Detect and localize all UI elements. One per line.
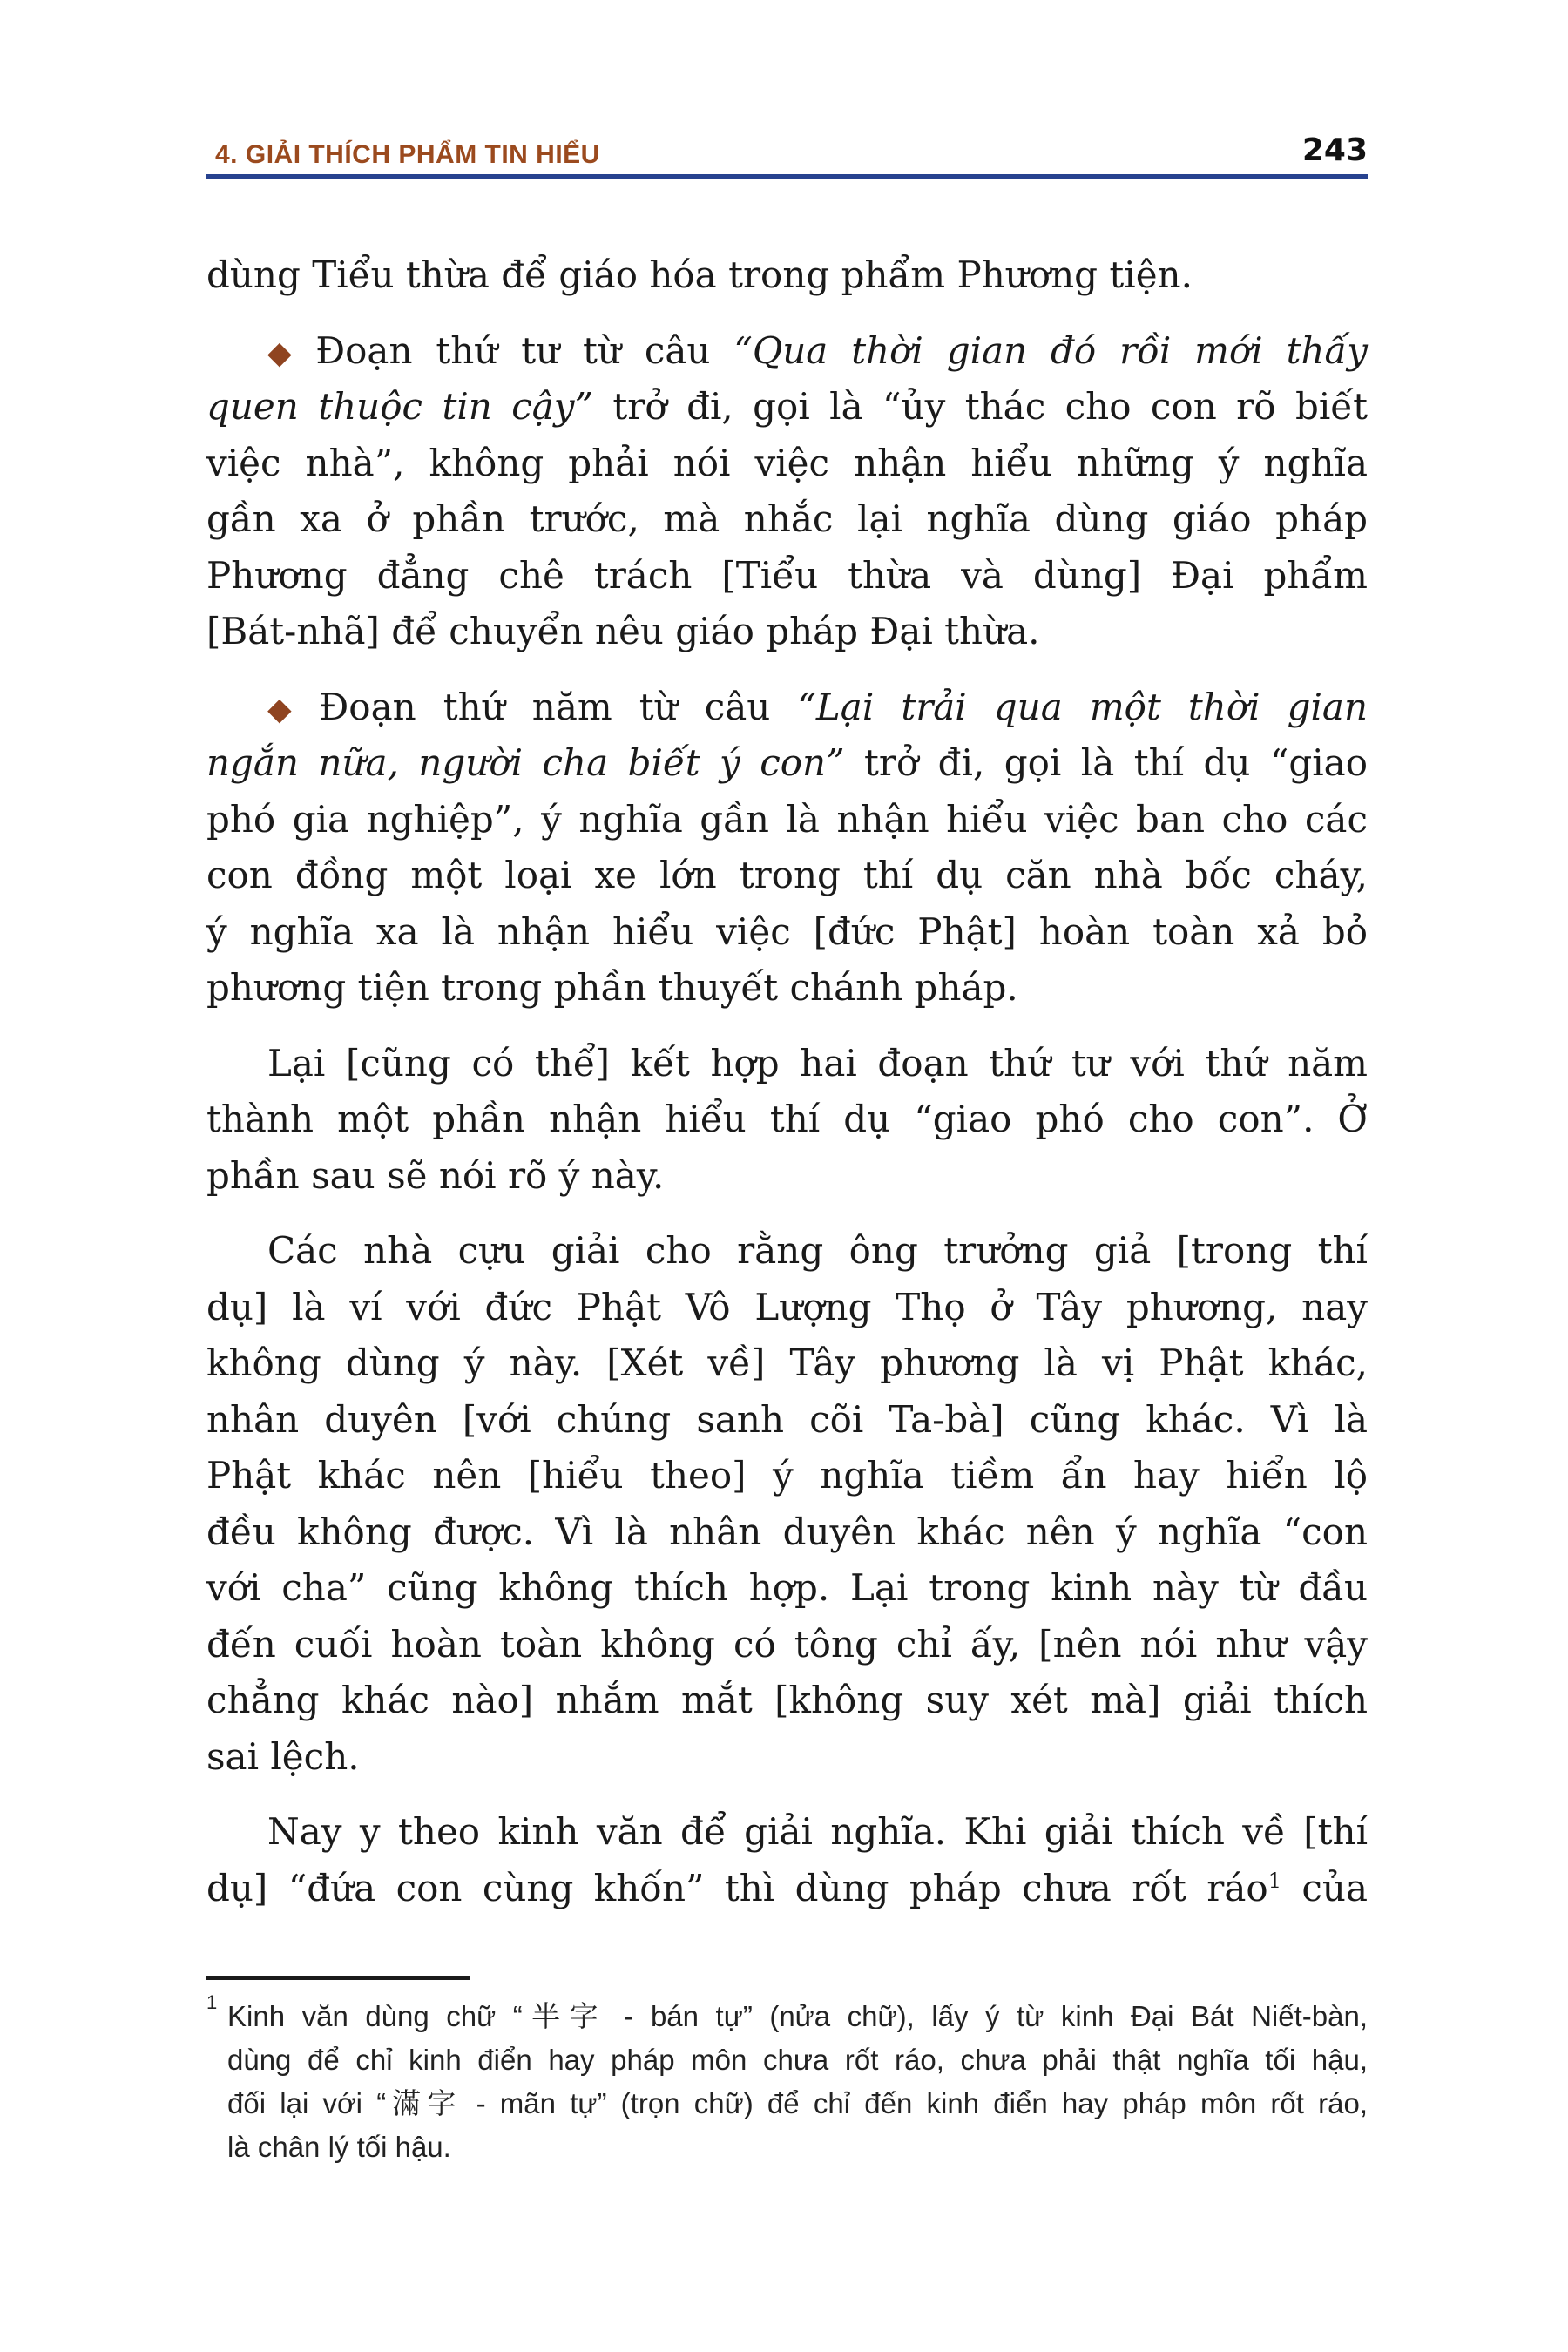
text-segment: Đoạn thứ tư từ câu <box>315 328 734 372</box>
text-line <box>206 604 1368 660</box>
paragraph <box>206 1804 1368 1916</box>
text-segment: [Bát-nhã] để chuyển nêu giáo pháp Đại thừa. <box>206 610 1040 652</box>
text-segment: phó gia nghiệp”, ý nghĩa gần là nhận hiểu việc ban cho các <box>206 797 1368 841</box>
body-text <box>206 247 1368 1936</box>
diamond-bullet-icon: ◆ <box>267 335 304 371</box>
footnote-line: Kinh văn dùng chữ “半字 - bán tự” (nửa chữ), lấy ý từ kinh Đại Bát Niết-bàn, <box>227 2000 1368 2032</box>
text-line <box>206 1804 1368 1861</box>
text-segment: Các nhà cựu giải cho rằng ông trưởng giả [trong thí <box>267 1229 1368 1272</box>
text-line <box>206 247 1368 304</box>
text-line <box>206 960 1368 1017</box>
text-line <box>206 904 1368 961</box>
text-line <box>206 548 1368 605</box>
text-line <box>206 1036 1368 1092</box>
text-segment: với cha” cũng không thích hợp. Lại trong kinh này từ đầu <box>206 1566 1368 1609</box>
text-segment: dụ] là ví với đức Phật Vô Lượng Thọ ở Tây phương, nay <box>206 1285 1368 1328</box>
text-line <box>206 1729 1368 1786</box>
footnote-ref: 1 <box>1267 1868 1281 1893</box>
text-segment: con đồng một loại xe lớn trong thí dụ căn nhà bốc cháy, <box>206 854 1368 896</box>
text-segment: dùng Tiểu thừa để giáo hóa trong phẩm Phương tiện. <box>206 253 1193 296</box>
text-segment: dụ] “đứa con cùng khốn” thì dùng pháp chưa rốt ráo <box>206 1866 1268 1909</box>
footnote-line: đối lại với “滿字 - mãn tự” (trọn chữ) để chỉ đến kinh điển hay pháp môn rốt ráo, <box>227 2087 1368 2119</box>
footnote-line: là chân lý tối hậu. <box>227 2131 451 2163</box>
text-line <box>206 792 1368 848</box>
text-segment: Lại [cũng có thể] kết hợp hai đoạn thứ tư với thứ năm <box>267 1041 1368 1085</box>
running-title: 4. GIẢI THÍCH PHẨM TIN HIỂU <box>215 140 600 169</box>
text-segment: không dùng ý này. [Xét về] Tây phương là vị Phật khác, <box>206 1342 1368 1384</box>
paragraph <box>206 323 1368 660</box>
text-line <box>206 379 1368 436</box>
footnote-number: 1 <box>206 1991 218 2013</box>
footnote-separator <box>206 1976 470 1980</box>
text-segment: phần sau sẽ nói rõ ý này. <box>206 1153 665 1197</box>
italic-quote: quen thuộc tin cậy” <box>206 385 593 428</box>
text-segment: chẳng khác nào] nhắm mắt [không suy xét mà] giải thích <box>206 1679 1368 1721</box>
text-segment: gần xa ở phần trước, mà nhắc lại nghĩa dùng giáo pháp <box>206 497 1368 540</box>
italic-quote: “Lại trải qua một thời gian <box>797 685 1369 728</box>
paragraph <box>206 1036 1368 1205</box>
text-line <box>206 735 1368 792</box>
text-segment: trở đi, gọi là “ủy thác cho con rõ biết <box>593 385 1368 428</box>
text-segment: thành một phần nhận hiểu thí dụ “giao phó cho con”. Ở <box>206 1098 1368 1140</box>
italic-quote: ngắn nữa, người cha biết ý con” <box>206 741 845 784</box>
text-segment: nhân duyên [với chúng sanh cõi Ta-bà] cũng khác. Vì là <box>206 1397 1368 1441</box>
text-line <box>206 1861 1368 1917</box>
paragraph <box>206 1223 1368 1785</box>
header-rule <box>206 174 1368 179</box>
text-segment: Đoạn thứ năm từ câu <box>319 685 798 728</box>
italic-quote: “Qua thời gian đó rồi mới thấy <box>733 328 1368 372</box>
text-line <box>206 436 1368 492</box>
diamond-bullet-icon: ◆ <box>267 691 308 727</box>
text-line <box>206 491 1368 548</box>
text-segment: Phương đẳng chê trách [Tiểu thừa và dùng] Đại phẩm <box>206 553 1368 597</box>
paragraph <box>206 679 1368 1017</box>
text-segment: phương tiện trong phần thuyết chánh pháp. <box>206 966 1018 1009</box>
text-line <box>206 1092 1368 1148</box>
text-line <box>206 1448 1368 1504</box>
text-line <box>206 1223 1368 1280</box>
footnote <box>206 1991 1368 2169</box>
text-line <box>206 1504 1368 1561</box>
text-line <box>206 323 1368 380</box>
paragraph <box>206 247 1368 304</box>
text-line <box>206 1148 1368 1205</box>
text-line <box>206 1392 1368 1449</box>
running-header <box>206 126 1368 180</box>
text-line <box>206 1560 1368 1617</box>
text-line <box>206 1673 1368 1729</box>
text-line <box>206 1280 1368 1336</box>
text-segment: của <box>1281 1866 1368 1909</box>
text-segment: sai lệch. <box>206 1734 360 1778</box>
footnote-line: dùng để chỉ kinh điển hay pháp môn chưa rốt ráo, chưa phải thật nghĩa tối hậu, <box>227 2044 1368 2076</box>
text-segment: Nay y theo kinh văn để giải nghĩa. Khi giải thích về [thí <box>267 1810 1368 1853</box>
text-segment: Phật khác nên [hiểu theo] ý nghĩa tiềm ẩn hay hiển lộ <box>206 1454 1368 1497</box>
text-segment: ý nghĩa xa là nhận hiểu việc [đức Phật] hoàn toàn xả bỏ <box>206 909 1368 953</box>
text-segment: đến cuối hoàn toàn không có tông chỉ ấy, [nên nói như vậy <box>206 1622 1368 1666</box>
text-line <box>206 1335 1368 1392</box>
text-line <box>206 679 1368 736</box>
text-line <box>206 1617 1368 1673</box>
text-segment: trở đi, gọi là thí dụ “giao <box>844 741 1368 784</box>
page-number: 243 <box>1301 132 1368 168</box>
text-line <box>206 848 1368 904</box>
text-segment: đều không được. Vì là nhân duyên khác nên ý nghĩa “con <box>206 1510 1368 1553</box>
text-segment: việc nhà”, không phải nói việc nhận hiểu những ý nghĩa <box>206 441 1368 484</box>
